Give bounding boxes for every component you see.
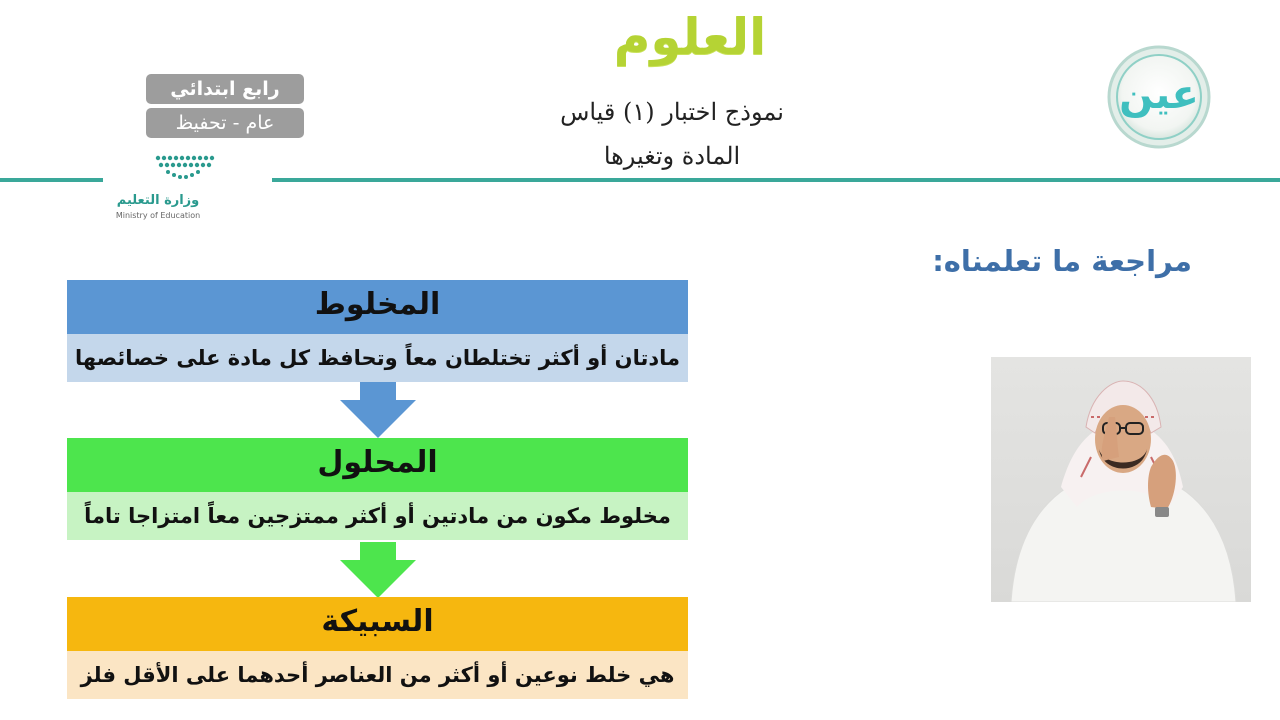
grade-badge: رابع ابتدائي	[146, 74, 304, 104]
down-arrow-icon	[338, 542, 418, 598]
mixture-title: المخلوط	[67, 280, 688, 334]
interpreter-video	[991, 357, 1251, 602]
mixture-definition: مادتان أو أكثر تختلطان معاً وتحافظ كل مادة على خصائصها	[67, 334, 688, 382]
channel-name: عين	[1119, 72, 1199, 118]
alloy-definition: هي خلط نوعين أو أكثر من العناصر أحدهما على الأقل فلز	[67, 651, 688, 699]
review-heading: مراجعة ما تعلمناه:	[932, 244, 1192, 278]
interpreter-figure	[991, 357, 1251, 602]
lesson-title-line-1: نموذج اختبار (١) قياس	[560, 98, 784, 126]
solution-definition: مخلوط مكون من مادتين أو أكثر ممتزجين معاً امتزاجا تاماً	[67, 492, 688, 540]
lesson-title-line-2: المادة وتغيرها	[603, 142, 741, 170]
down-arrow-icon	[338, 382, 418, 438]
header-divider-right	[272, 178, 1280, 182]
solution-title: المحلول	[67, 438, 688, 492]
subject-title: العلوم	[613, 8, 767, 66]
alloy-title: السبيكة	[67, 597, 688, 651]
ministry-name-en: Ministry of Education	[115, 211, 201, 220]
header-divider-left	[0, 178, 103, 182]
ministry-name-ar: وزارة التعليم	[116, 193, 200, 208]
track-badge: عام - تحفيظ	[146, 108, 304, 138]
